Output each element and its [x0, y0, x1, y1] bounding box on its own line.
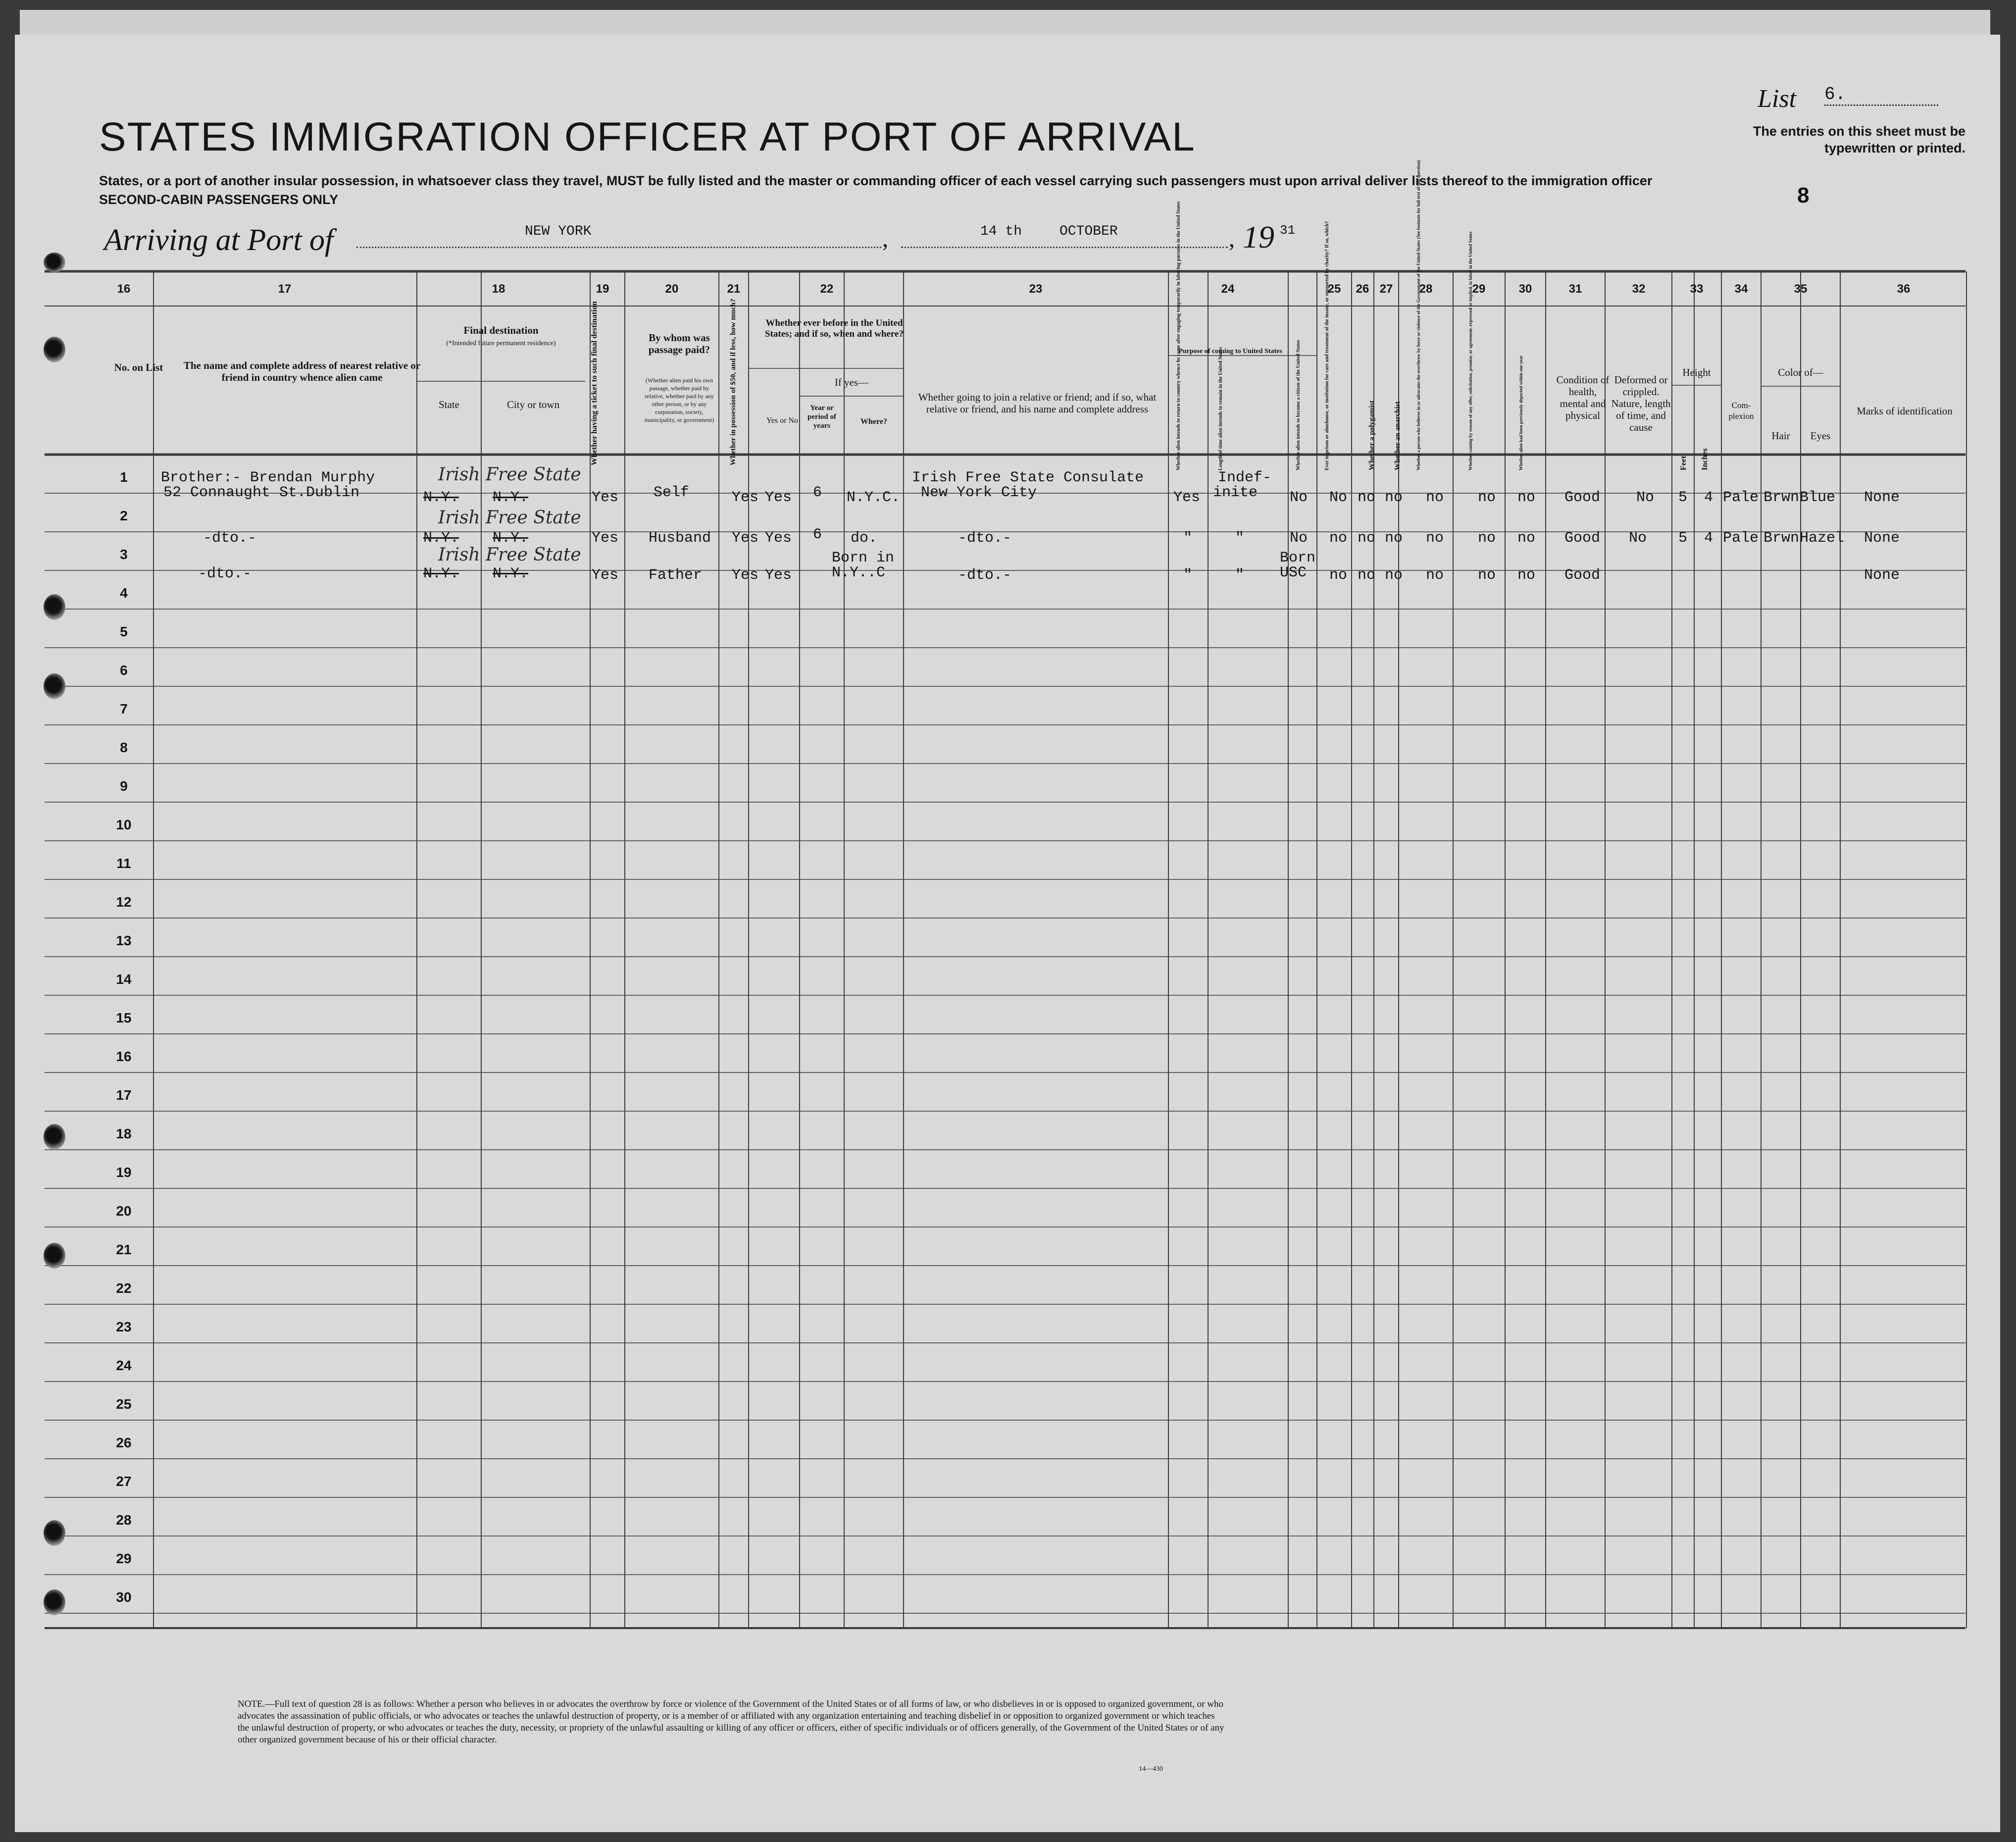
- header-where: Where?: [860, 417, 887, 426]
- row-number: 13: [116, 933, 132, 948]
- header-possession-50: Whether in possession of $50, and if less, how much?: [729, 299, 737, 465]
- entry-2-prison: no: [1329, 530, 1348, 547]
- header-eyes: Eyes: [1810, 430, 1831, 442]
- header-offer: Whether coming by reason of any offer, solicitation, promise, or agreement, expressed or implied, to labor in the United States: [1468, 231, 1473, 470]
- entry-2-state: N.Y.: [423, 530, 459, 547]
- header-inches: Inches: [1701, 448, 1709, 470]
- entry-2-passage: Husband: [649, 530, 711, 547]
- entry-1-polygamist: no: [1358, 489, 1376, 506]
- entry-2-purpose-length: ": [1235, 530, 1245, 547]
- manifest-sheet: [15, 35, 2000, 1832]
- header-purpose-return: Whether alien intends to return to country whence he came after engaging temporarily in laboring pursuits in the United States: [1176, 201, 1181, 470]
- entry-1-join-line1: Irish Free State Consulate: [912, 469, 1144, 486]
- entry-3-city: N.Y.: [493, 565, 529, 582]
- entry-1-anarchist: no: [1385, 489, 1403, 506]
- header-passage-paid-note: (Whether alien paid his own passage, whether paid by relative, whether paid by any other person, or by any corporation, society, municipality, or government): [644, 377, 714, 423]
- entry-1-prison: No: [1329, 489, 1348, 506]
- column-number: 18: [492, 282, 505, 296]
- footnote: NOTE.—Full text of question 28 is as follows: Whether a person who believes in or advocates the overthrow by force or violence of the Government of the United States or of all forms of law, or who disbelieves in or is opposed to organized government, or who advocates the assassination of public officials, or who advocates or teaches the unlawful destruction of property, or is a member of or affiliated with any organization entertaining and teaching disbelief in or opposition to organized government or which teaches the unlawful destruction of property, or who advocates or teaches the duty, necessity, or propriety of the unlawful assaulting or killing of any officer or officers, either of specific individuals or of officers generally, of the Government of the United States or of any other organized government because of his or their official character.: [238, 1699, 1224, 1745]
- row-number: 3: [120, 547, 128, 562]
- entry-1-deported: no: [1517, 489, 1536, 506]
- entry-2-overthrow: no: [1426, 530, 1444, 547]
- entry-1-where: N.Y.C.: [847, 489, 901, 506]
- entry-1-hair: Brwn: [1764, 489, 1800, 506]
- row-number: 5: [120, 624, 128, 639]
- entry-3-marks: None: [1864, 567, 1900, 584]
- row-number: 7: [120, 701, 128, 716]
- row-number: 24: [116, 1358, 132, 1373]
- entry-3-anarchist: no: [1385, 567, 1403, 584]
- entry-1-inches: 4: [1704, 489, 1714, 506]
- entry-2-ticket: Yes: [592, 530, 619, 547]
- entry-2-feet: 5: [1678, 530, 1688, 547]
- header-anarchist: Whether an anarchist: [1394, 401, 1402, 470]
- entry-2-where: do.: [851, 530, 878, 547]
- entry-1-state: N.Y.: [423, 489, 459, 506]
- port-value: NEW YORK: [525, 224, 592, 239]
- row-number: 9: [120, 778, 128, 794]
- row-number: 15: [116, 1010, 132, 1025]
- entry-1-money: Yes: [732, 489, 759, 506]
- entry-3-ticket: Yes: [592, 567, 619, 584]
- entry-2-marks: None: [1864, 530, 1900, 547]
- entry-1-overthrow: no: [1426, 489, 1444, 506]
- comma-2: ,: [1229, 226, 1235, 252]
- column-number: 31: [1568, 282, 1582, 296]
- entry-3-where-line1: Born in: [832, 550, 895, 566]
- entry-1-feet: 5: [1678, 489, 1688, 506]
- entry-1-ticket: Yes: [592, 489, 619, 506]
- header-final-destination-note: (*Intended future permanent residence): [446, 340, 556, 347]
- entry-2-ever: Yes: [765, 530, 792, 547]
- header-deformed: Deformed or crippled. Nature, length of time, and cause: [1611, 374, 1671, 433]
- column-number: 26: [1356, 282, 1369, 296]
- column-number: 22: [820, 282, 834, 296]
- entry-3-money: Yes: [732, 567, 759, 584]
- row-number: 23: [116, 1319, 132, 1334]
- header-final-destination: Final destination: [463, 324, 539, 336]
- row-number: 17: [116, 1087, 132, 1103]
- column-number: 27: [1379, 282, 1393, 296]
- column-number: 16: [117, 282, 131, 296]
- header-passage-paid: By whom was passage paid?: [648, 332, 710, 356]
- column-number: 17: [278, 282, 292, 296]
- binder-hole: [44, 673, 65, 699]
- row-number: 12: [116, 894, 132, 910]
- header-purpose: Purpose of coming to United States: [1178, 348, 1282, 355]
- entry-3-purpose-citizen-line2: USC: [1280, 564, 1307, 581]
- row-number: 14: [116, 972, 132, 987]
- entry-1-city: N.Y.: [493, 489, 529, 506]
- comma-1: ,: [882, 226, 888, 252]
- column-number: 25: [1327, 282, 1341, 296]
- entry-2-complexion: Pale: [1723, 530, 1759, 547]
- binder-hole: [44, 337, 65, 362]
- entry-3-ever: Yes: [765, 567, 792, 584]
- row-number: 21: [116, 1242, 132, 1257]
- binder-hole: [44, 1243, 65, 1269]
- row-number: 11: [116, 856, 131, 871]
- row-number: 6: [120, 663, 128, 678]
- row-number: 29: [116, 1551, 132, 1566]
- entry-2-city: N.Y.: [493, 530, 529, 547]
- row-number: 16: [116, 1049, 132, 1064]
- column-number: 29: [1472, 282, 1486, 296]
- page-title: STATES IMMIGRATION OFFICER AT PORT OF ARRIVAL: [99, 114, 1196, 159]
- header-feet: Feet: [1679, 456, 1688, 470]
- entry-3-state-handwritten: Irish Free State: [438, 545, 581, 565]
- entry-1-marks: None: [1864, 489, 1900, 506]
- entry-3-where-line2: N.Y..C: [832, 564, 886, 581]
- entry-3-offer: no: [1478, 567, 1496, 584]
- form-grid-lines: [15, 35, 2000, 1832]
- header-hair: Hair: [1771, 430, 1790, 442]
- header-complexion: Com- plexion: [1728, 401, 1754, 421]
- row-number: 4: [120, 585, 128, 601]
- column-number: 28: [1419, 282, 1433, 296]
- arriving-label: Arriving at Port of: [104, 223, 334, 257]
- entry-1-health: Good: [1564, 489, 1601, 506]
- entry-2-state-handwritten: Irish Free State: [438, 508, 581, 528]
- header-city: City or town: [506, 399, 560, 410]
- row-number: 2: [120, 508, 128, 523]
- column-number: 35: [1794, 282, 1808, 296]
- entry-2-anarchist: no: [1385, 530, 1403, 547]
- entry-3-overthrow: no: [1426, 567, 1444, 584]
- entry-2-hair: Brwn: [1764, 530, 1800, 547]
- entry-2-deported: no: [1517, 530, 1536, 547]
- entry-2-purpose-citizen: No: [1290, 530, 1308, 547]
- entry-2-eyes: Hazel: [1800, 530, 1845, 547]
- header-no-on-list: No. on List: [114, 361, 163, 373]
- entry-2-money: Yes: [732, 530, 759, 547]
- entry-2-relative: -dto.-: [203, 530, 257, 547]
- year-prefix: 19: [1243, 219, 1274, 255]
- entry-3-prison: no: [1329, 567, 1348, 584]
- entry-1-purpose-length-line1: Indef-: [1218, 469, 1272, 486]
- binder-hole: [44, 1520, 65, 1546]
- column-number: 19: [596, 282, 609, 296]
- entry-3-join: -dto.-: [958, 567, 1012, 584]
- column-number: 21: [727, 282, 741, 296]
- entry-2-polygamist: no: [1358, 530, 1376, 547]
- header-purpose-length: Length of time alien intends to remain in the United States: [1218, 347, 1223, 470]
- header-polygamist: Whether a polygamist: [1368, 400, 1376, 470]
- row-number: 26: [116, 1435, 132, 1450]
- row-number: 18: [116, 1126, 132, 1141]
- column-number: 30: [1518, 282, 1532, 296]
- entry-1-passage: Self: [654, 484, 690, 501]
- entry-2-purpose-return: ": [1183, 530, 1193, 547]
- column-number: 36: [1897, 282, 1911, 296]
- entry-3-state: N.Y.: [423, 565, 459, 582]
- header-height: Height: [1682, 366, 1711, 378]
- row-number: 1: [120, 469, 128, 485]
- column-number: 32: [1632, 282, 1646, 296]
- header-overthrow: Whether a person who believes in or advocates the overthrow by force or violence of the Government of the United States (See footnote for full text of this question): [1416, 160, 1421, 470]
- list-label: List: [1758, 85, 1797, 113]
- column-number: 23: [1029, 282, 1043, 296]
- entry-3-purpose-citizen-line1: Born: [1280, 550, 1316, 566]
- entry-3-relative: -dto.-: [198, 565, 252, 582]
- entry-1-purpose-return: Yes: [1173, 489, 1201, 506]
- header-deported: Whether alien had been previously deported within one year: [1518, 355, 1523, 470]
- binder-hole: [44, 594, 65, 620]
- header-ticket: Whether having a ticket to such final destination: [590, 301, 599, 465]
- entry-1-relative-line1: Brother:- Brendan Murphy: [161, 469, 375, 486]
- date-day: 14 th: [980, 224, 1022, 239]
- header-join-relative: Whether going to join a relative or friend; and if so, what relative or friend, and his name and complete address: [918, 391, 1157, 415]
- intro-text: States, or a port of another insular possession, in whatsoever class they travel, MUST be fully listed and the master or commanding officer of each vessel carrying such passengers must upon arrival deliver lists thereof to the immigration officer: [99, 173, 1653, 188]
- entry-1-state-handwritten: Irish Free State: [438, 464, 581, 485]
- row-number: 10: [116, 817, 132, 832]
- row-number: 28: [116, 1512, 132, 1528]
- header-ever-before: Whether ever before in the United States; and if so, when and where?: [765, 318, 904, 339]
- entry-3-polygamist: no: [1358, 567, 1376, 584]
- entry-1-complexion: Pale: [1723, 489, 1759, 506]
- header-year-period: Year or period of years: [807, 404, 836, 430]
- header-prison: Ever in prison or almshouse, or institution for care and treatment of the insane, or supported by charity? If so, which?: [1324, 221, 1330, 470]
- entry-3-purpose-return: ": [1183, 567, 1193, 584]
- subtitle: SECOND-CABIN PASSENGERS ONLY: [99, 192, 339, 207]
- binder-hole: [44, 1124, 65, 1150]
- header-color-of: Color of—: [1778, 366, 1823, 378]
- column-number: 20: [665, 282, 679, 296]
- entry-1-deformed: No: [1636, 489, 1655, 506]
- entry-3-deported: no: [1517, 567, 1536, 584]
- entry-2-health: Good: [1564, 530, 1601, 547]
- page-mark: 8: [1797, 183, 1810, 207]
- entry-1-join-line2: New York City: [921, 484, 1037, 501]
- entry-1-eyes: Blue: [1800, 489, 1836, 506]
- row-number: 27: [116, 1474, 132, 1489]
- row-number: 20: [116, 1203, 132, 1219]
- column-number: 34: [1734, 282, 1748, 296]
- entry-2-join: -dto.-: [958, 530, 1012, 547]
- header-relative: The name and complete address of nearest relative or friend in country whence alien came: [183, 359, 421, 383]
- typewritten-notice: The entries on this sheet must be typewritten or printed.: [1753, 124, 1966, 155]
- year-suffix: 31: [1280, 223, 1296, 238]
- entry-2-inches: 4: [1704, 530, 1714, 547]
- row-number: 30: [116, 1589, 132, 1605]
- entry-3-passage: Father: [649, 567, 703, 584]
- row-number: 19: [116, 1165, 132, 1180]
- date-month: OCTOBER: [1059, 224, 1118, 239]
- entry-1-offer: no: [1478, 489, 1496, 506]
- header-health: Condition of health, mental and physical: [1556, 374, 1610, 421]
- header-marks: Marks of identification: [1857, 405, 1953, 417]
- header-purpose-citizen: Whether alien intends to become a citizen of the United States: [1296, 340, 1301, 470]
- binder-hole: [44, 253, 65, 272]
- entry-1-ever: Yes: [765, 489, 792, 506]
- row-number: 8: [120, 740, 128, 755]
- column-number: 33: [1690, 282, 1704, 296]
- entry-1-relative-line2: 52 Connaught St.Dublin: [163, 484, 360, 501]
- row-number: 22: [116, 1280, 132, 1296]
- list-number: 6.: [1824, 84, 1938, 106]
- entry-2-offer: no: [1478, 530, 1496, 547]
- header-if-yes: If yes—: [834, 376, 869, 388]
- entry-1-purpose-length-line2: inite: [1213, 484, 1258, 501]
- entry-1-purpose-citizen: No: [1290, 489, 1308, 506]
- header-yes-or-no: Yes or No: [766, 416, 799, 425]
- column-number: 24: [1221, 282, 1235, 296]
- header-state: State: [439, 399, 459, 410]
- binder-hole: [44, 1589, 65, 1615]
- row-number: 25: [116, 1396, 132, 1412]
- form-number: 14—430: [1139, 1765, 1163, 1773]
- entry-3-purpose-length: ": [1235, 567, 1245, 584]
- entry-3-health: Good: [1564, 567, 1601, 584]
- entry-2-deformed: No: [1629, 530, 1647, 547]
- entry-2-years: 6: [813, 526, 822, 543]
- entry-1-years: 6: [813, 484, 822, 501]
